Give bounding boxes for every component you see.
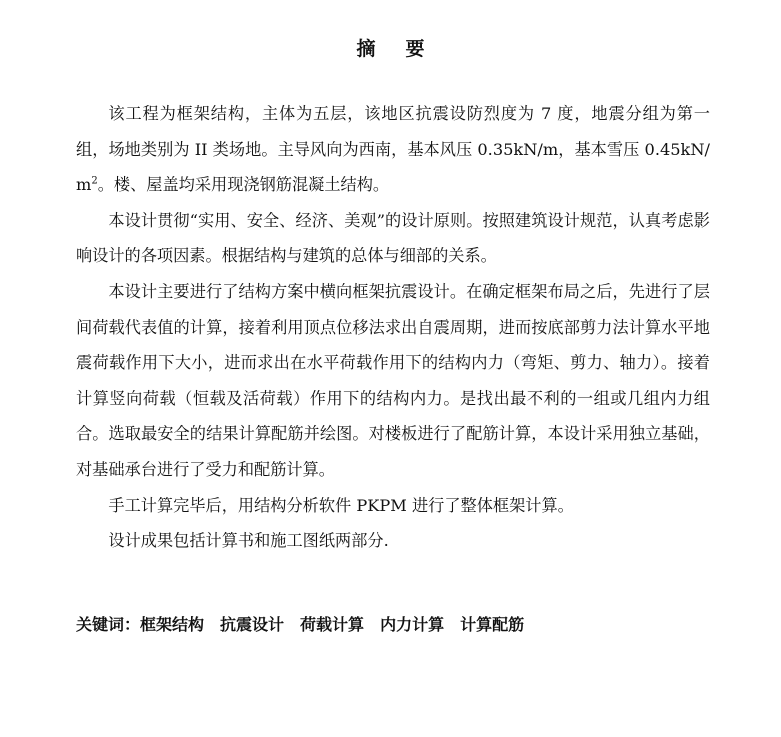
title-char-1: 摘 bbox=[356, 38, 376, 60]
paragraph-2: 本设计贯彻“实用、安全、经济、美观”的设计原则。按照建筑设计规范，认真考虑影响设计的各项因素。根据结构与建筑的总体与细部的关系。 bbox=[76, 210, 710, 266]
keyword-1: 框架结构 bbox=[140, 615, 205, 634]
keyword-4: 内力计算 bbox=[380, 615, 445, 634]
keyword-5: 计算配筋 bbox=[460, 615, 525, 634]
keyword-3: 荷载计算 bbox=[300, 615, 365, 634]
abstract-title bbox=[0, 34, 781, 61]
keywords-line bbox=[76, 612, 540, 635]
title-char-2: 要 bbox=[405, 38, 425, 60]
paragraph-3: 本设计主要进行了结构方案中横向框架抗震设计。在确定框架布局之后，先进行了层间荷载代表值的计算，接着利用顶点位移法求出自震周期，进而按底部剪力法计算水平地震荷载作用下大小，进而求出在水平荷载作用下的结构内力（弯矩、剪力、轴力）。接着计算竖向荷载（恒载及活荷载）作用下的结构内力。是找出最不利的一组或几组内力组合。选取最安全的结果计算配筋并绘图。对楼板进行了配筋计算，本设计采用独立基础，对基础承台进行了受力和配筋计算。 bbox=[76, 281, 710, 479]
abstract-body bbox=[76, 96, 710, 559]
paragraph-1-text-a: 该工程为框架结构，主体为五层，该地区抗震设防烈度为 7 度，地震分组为第一组，场地类别为 II 类场地。主导风向为西南，基本风压 0.35kN/m，基本雪压 0.45kN/m bbox=[76, 104, 710, 195]
paragraph-1 bbox=[76, 96, 710, 203]
keyword-2: 抗震设计 bbox=[220, 615, 285, 634]
keywords-label: 关键词： bbox=[76, 615, 141, 634]
superscript-2: 2 bbox=[91, 175, 98, 187]
paragraph-5: 设计成果包括计算书和施工图纸两部分. bbox=[108, 531, 389, 551]
paragraph-4: 手工计算完毕后，用结构分析软件 PKPM 进行了整体框架计算。 bbox=[108, 495, 574, 515]
paragraph-1-text-b: 。楼、屋盖均采用现浇钢筋混凝土结构。 bbox=[97, 175, 390, 195]
